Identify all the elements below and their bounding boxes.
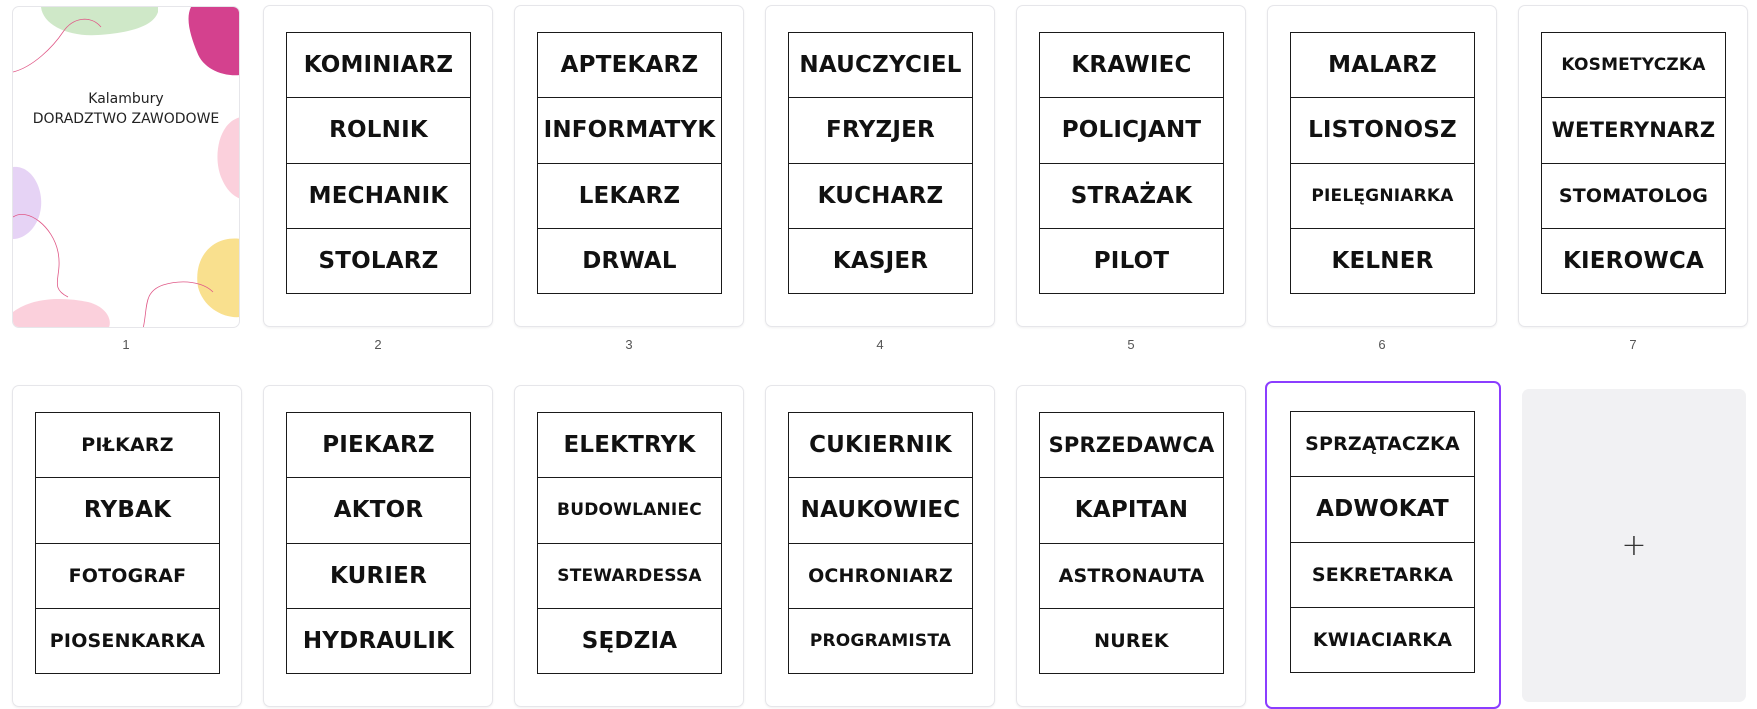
word-cell: KWIACIARKA — [1312, 628, 1453, 651]
word-cell: PILOT — [1093, 247, 1170, 274]
word-cell: POLICJANT — [1040, 98, 1223, 163]
word-card-table — [35, 412, 220, 674]
plus-icon: + — [1621, 528, 1647, 563]
page-thumbnail-10[interactable] — [514, 385, 744, 707]
word-cell: MALARZ — [1291, 33, 1474, 98]
word-cell: KRAWIEC — [1040, 33, 1223, 98]
word-cell: NAUCZYCIEL — [789, 33, 972, 98]
cover-subtitle: DORADZTWO ZAWODOWE — [32, 111, 220, 127]
word-cell: KIEROWCA — [1562, 247, 1704, 274]
word-cell: STOMATOLOG — [1542, 164, 1725, 229]
word-cell: APTEKARZ — [538, 33, 721, 98]
page-thumbnail-6[interactable] — [1267, 5, 1497, 327]
word-card-table — [1290, 32, 1475, 294]
page-thumbnail-11[interactable] — [765, 385, 995, 707]
word-card-table — [286, 412, 471, 674]
word-cell: DRWAL — [582, 247, 677, 274]
word-cell: PROGRAMISTA — [809, 630, 952, 651]
page-thumbnail-3[interactable] — [514, 5, 744, 327]
word-card-table — [1039, 412, 1224, 674]
word-cell: LEKARZ — [538, 164, 721, 229]
page-number: 7 — [1629, 337, 1637, 352]
word-cell: PIŁKARZ — [36, 413, 219, 478]
word-cell: ASTRONAUTA — [1040, 544, 1223, 609]
word-cell: WETERYNARZ — [1542, 98, 1725, 163]
word-cell: OCHRONIARZ — [789, 544, 972, 609]
word-cell: NAUKOWIEC — [789, 478, 972, 543]
word-card-table — [286, 32, 471, 294]
word-cell: KELNER — [1331, 247, 1434, 274]
page-number: 3 — [625, 337, 633, 352]
word-cell: CUKIERNIK — [789, 413, 972, 478]
word-cell: AKTOR — [287, 478, 470, 543]
word-card-table — [1541, 32, 1726, 294]
page-thumbnail-4[interactable] — [765, 5, 995, 327]
word-cell: LISTONOSZ — [1291, 98, 1474, 163]
add-page-button[interactable] — [1522, 389, 1746, 702]
page-number: 4 — [876, 337, 884, 352]
word-cell: ROLNIK — [287, 98, 470, 163]
word-card-table — [1039, 32, 1224, 294]
word-card-table — [537, 412, 722, 674]
word-cell: FRYZJER — [789, 98, 972, 163]
word-card-table — [788, 412, 973, 674]
word-cell: KOSMETYCZKA — [1542, 33, 1725, 98]
word-cell: INFORMATYK — [538, 98, 721, 163]
word-cell: SEKRETARKA — [1291, 543, 1474, 608]
word-cell: MECHANIK — [287, 164, 470, 229]
word-cell: HYDRAULIK — [302, 627, 455, 654]
word-cell: PIOSENKARKA — [49, 629, 206, 652]
page-number: 6 — [1378, 337, 1386, 352]
word-cell: KUCHARZ — [789, 164, 972, 229]
word-cell: KASJER — [832, 247, 929, 274]
word-cell: FOTOGRAF — [36, 544, 219, 609]
word-cell: STOLARZ — [318, 247, 439, 274]
word-cell: SPRZĄTACZKA — [1291, 412, 1474, 477]
word-cell: ELEKTRYK — [538, 413, 721, 478]
page-thumbnail-9[interactable] — [263, 385, 493, 707]
word-cell: KAPITAN — [1040, 478, 1223, 543]
page-number: 5 — [1127, 337, 1135, 352]
word-cell: PIELĘGNIARKA — [1291, 164, 1474, 229]
cover-title: Kalambury — [88, 91, 164, 107]
word-cell: NUREK — [1094, 629, 1169, 652]
word-cell: STEWARDESSA — [538, 544, 721, 609]
word-card-table — [537, 32, 722, 294]
word-card-table — [788, 32, 973, 294]
page-thumbnail-7[interactable] — [1518, 5, 1748, 327]
cover-decoration — [13, 7, 240, 328]
page-thumbnail-5[interactable] — [1016, 5, 1246, 327]
word-cell: RYBAK — [36, 478, 219, 543]
word-cell: BUDOWLANIEC — [538, 478, 721, 543]
page-number: 2 — [374, 337, 382, 352]
page-thumbnail-2[interactable] — [263, 5, 493, 327]
page-number: 1 — [122, 337, 130, 352]
word-cell: PIEKARZ — [287, 413, 470, 478]
word-cell: ADWOKAT — [1291, 477, 1474, 542]
page-thumbnail-13-selected[interactable] — [1265, 381, 1501, 709]
word-cell: KURIER — [287, 544, 470, 609]
word-cell: SĘDZIA — [581, 627, 678, 654]
word-cell: STRAŻAK — [1040, 164, 1223, 229]
page-thumbnail-12[interactable] — [1016, 385, 1246, 707]
page-thumbnail-8[interactable] — [12, 385, 242, 707]
word-cell: SPRZEDAWCA — [1040, 413, 1223, 478]
word-cell: KOMINIARZ — [287, 33, 470, 98]
word-card-table — [1290, 411, 1475, 673]
page-thumbnail-cover[interactable] — [12, 6, 240, 328]
